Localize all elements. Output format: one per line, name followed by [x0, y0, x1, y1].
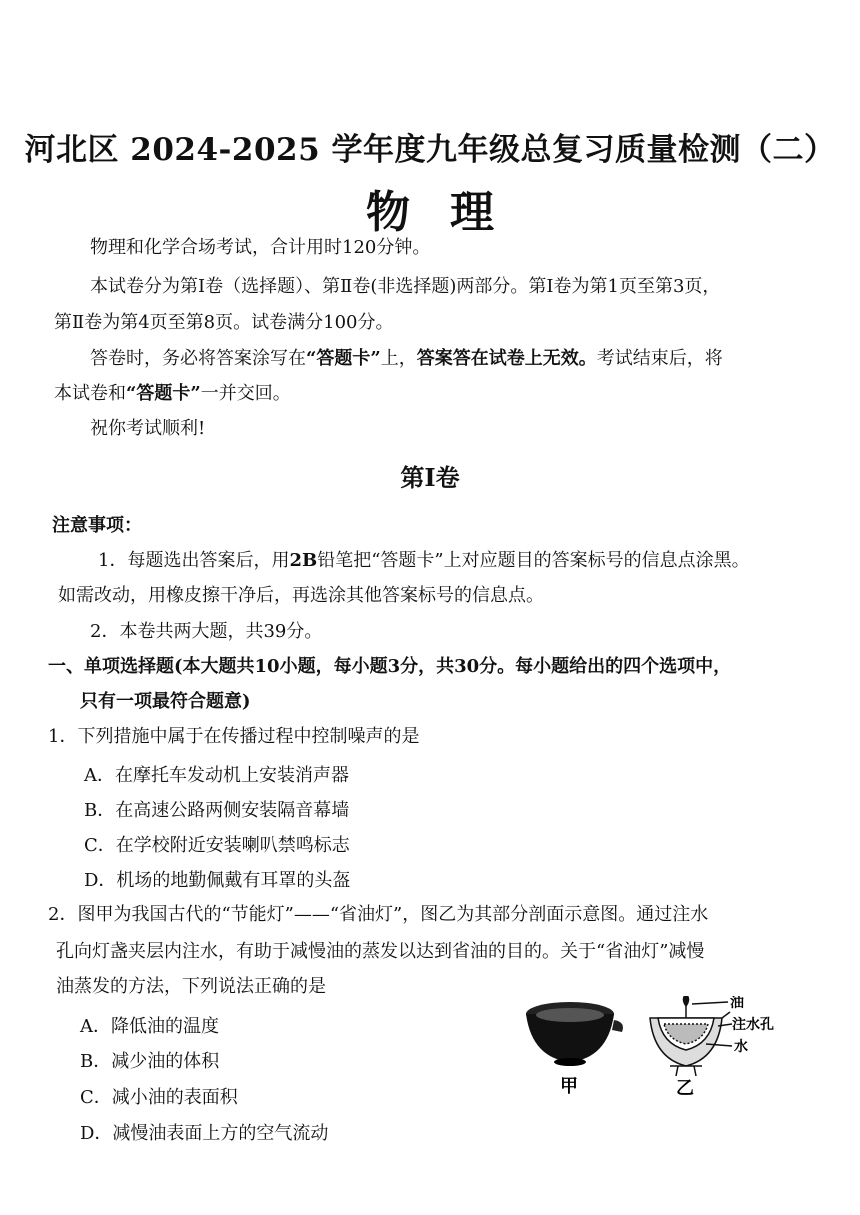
notes-heading: 注意事项： — [52, 515, 142, 536]
note-2: 2．本卷共两大题，共39分。 — [90, 621, 323, 642]
question-2-option-b: B．减少油的体积 — [80, 1051, 220, 1072]
question-2-option-a: A．降低油的温度 — [80, 1016, 219, 1037]
intro-line-1: 物理和化学合场考试，合计用时120分钟。 — [90, 237, 431, 258]
part-one-heading-line-1: 一、单项选择题(本大题共10小题，每小题3分，共30分。每小题给出的四个选项中， — [48, 656, 732, 677]
question-1-option-d: D．机场的地勤佩戴有耳罩的头盔 — [84, 870, 351, 891]
note-1-a: 1．每题选出答案后，用 — [98, 550, 290, 571]
intro-line-4-a: 答卷时，务必将答案涂写在 — [90, 348, 306, 369]
subject-title: 物理 — [366, 187, 534, 238]
label-water-hole: 注水孔 — [732, 1017, 774, 1033]
intro-line-5-c: 一并交回。 — [200, 383, 291, 404]
intro-line-2: 本试卷分为第Ⅰ卷（选择题）、第Ⅱ卷(非选择题)两部分。第Ⅰ卷为第1页至第3页， — [90, 276, 721, 297]
intro-line-4 — [90, 347, 723, 371]
oil-lamp-figure — [518, 996, 808, 1106]
question-2-stem-line-2: 孔向灯盏夹层内注水，有助于减慢油的蒸发以达到省油的目的。关于“省油灯”减慢 — [56, 941, 705, 962]
question-1-stem: 1．下列措施中属于在传播过程中控制噪声的是 — [48, 726, 420, 747]
intro-line-4-e: 考试结束后，将 — [596, 348, 723, 369]
label-water: 水 — [734, 1039, 748, 1055]
intro-line-3: 第Ⅱ卷为第4页至第8页。试卷满分100分。 — [54, 312, 394, 333]
question-2-stem-line-3: 油蒸发的方法，下列说法正确的是 — [56, 976, 326, 997]
invalid-on-paper-warning: 答案答在试卷上无效。 — [416, 348, 597, 369]
note-1-b: 2B — [289, 550, 318, 571]
question-2-stem-line-1: 2．图甲为我国古代的“节能灯”——“省油灯”，图乙为其部分剖面示意图。通过注水 — [48, 904, 709, 925]
part-one-heading-line-2: 只有一项最符合题意) — [80, 691, 251, 712]
question-2-option-d: D．减慢油表面上方的空气流动 — [80, 1123, 329, 1144]
intro-line-6: 祝你考试顺利! — [90, 418, 206, 439]
figure-label-jia: 甲 — [560, 1076, 578, 1097]
question-1-option-b: B．在高速公路两侧安装隔音幕墙 — [84, 800, 350, 821]
intro-line-5-a: 本试卷和 — [54, 383, 126, 404]
question-1-option-c: C．在学校附近安装喇叭禁鸣标志 — [84, 835, 350, 856]
note-1-c: 铅笔把“答题卡”上对应题目的答案标号的信息点涂黑。 — [317, 550, 750, 571]
section-title: 第Ⅰ卷 — [400, 463, 460, 492]
intro-line-5 — [54, 382, 291, 406]
note-1-line-2: 如需改动，用橡皮擦干净后，再选涂其他答案标号的信息点。 — [58, 585, 544, 606]
question-2-option-c: C．减小油的表面积 — [80, 1087, 238, 1108]
lamp-photo-jia — [526, 1002, 623, 1066]
label-oil: 油 — [730, 996, 744, 1011]
answer-card-mark-2: “答题卡” — [126, 383, 201, 404]
lamp-section-yi — [650, 996, 732, 1076]
answer-card-mark: “答题卡” — [306, 348, 381, 369]
question-1-option-a: A．在摩托车发动机上安装消声器 — [84, 765, 349, 786]
exam-title: 河北区 2024-2025 学年度九年级总复习质量检测（二） — [24, 132, 836, 168]
figure-label-yi: 乙 — [676, 1078, 694, 1099]
note-1-line-1 — [98, 549, 750, 573]
intro-line-4-c: 上， — [380, 348, 417, 369]
